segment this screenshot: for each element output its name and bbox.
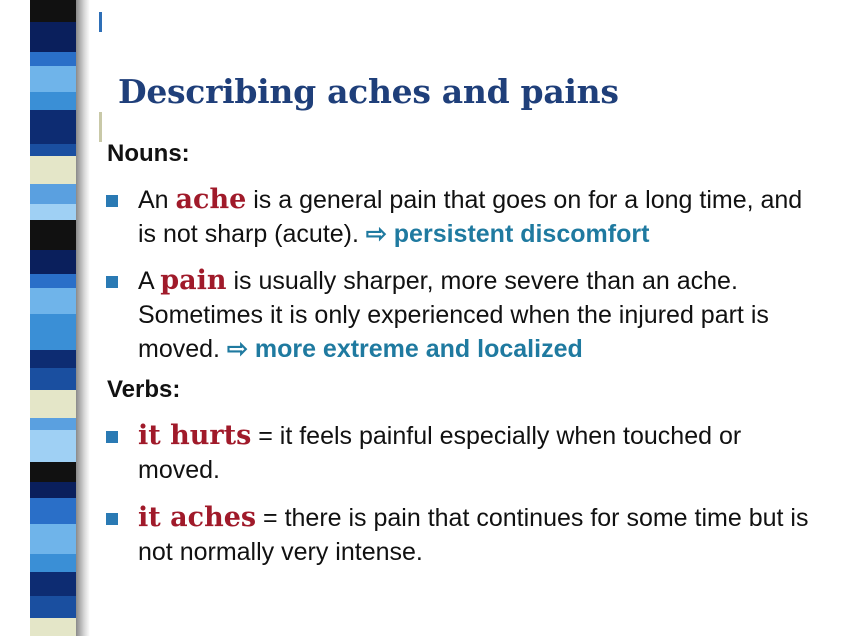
stripe-block: [30, 430, 76, 462]
stripe-block: [30, 288, 76, 314]
stripe-block: [30, 482, 76, 498]
bullet-text-post: is a general pain that goes on for a long time, and is not sharp (acute).: [138, 186, 803, 248]
stripe-block: [30, 204, 76, 220]
stripe-block: [30, 596, 76, 618]
stripe-block: [30, 572, 76, 596]
stripe-block: [30, 110, 76, 144]
term-pain: pain: [160, 265, 227, 296]
bullet-square-icon: [106, 513, 118, 525]
stripe-block: [30, 524, 76, 554]
bullet-text-pre: An: [138, 186, 176, 214]
stripe-block: [30, 498, 76, 524]
stripe-block: [30, 618, 76, 636]
stripe-block: [30, 554, 76, 572]
bullet-text-pre: A: [138, 267, 161, 295]
term-it-aches: it aches: [138, 502, 257, 533]
arrow-right-icon: ⇨: [365, 220, 387, 248]
list-item-ache: [104, 183, 824, 251]
stripe-block: [30, 390, 76, 418]
accent-bar-mid: [99, 112, 102, 142]
decorative-side-stripe: [0, 0, 100, 636]
stripe-block: [30, 350, 76, 368]
stripe-shadow: [76, 0, 90, 636]
bullet-text-post: = it feels painful especially when touched or moved.: [138, 422, 742, 484]
stripe-block: [30, 22, 76, 52]
bullet-text-post: = there is pain that continues for some time but is not normally very intense.: [138, 504, 809, 566]
stripe-block: [30, 314, 76, 350]
stripe-block: [30, 144, 76, 156]
stripe-block: [30, 250, 76, 274]
accent-bar-top: [99, 12, 102, 32]
stripe-block: [30, 274, 76, 288]
stripe-block: [30, 184, 76, 204]
list-item-it-hurts: [104, 419, 824, 487]
bullet-square-icon: [106, 276, 118, 288]
bullet-text-post: is usually sharper, more severe than an ache. Sometimes it is only experienced when the injured part is moved.: [138, 267, 769, 363]
stripe-blocks: [30, 0, 76, 636]
term-it-hurts: it hurts: [138, 420, 252, 451]
stripe-block: [30, 156, 76, 184]
term-ache: ache: [175, 184, 247, 215]
stripe-block: [30, 368, 76, 390]
page-title: Describing aches and pains: [118, 72, 619, 111]
note-persistent-discomfort: persistent discomfort: [386, 220, 650, 248]
stripe-block: [30, 66, 76, 92]
bullet-square-icon: [106, 195, 118, 207]
section-heading-nouns: Nouns:: [107, 140, 190, 167]
stripe-block: [30, 52, 76, 66]
stripe-block: [30, 220, 76, 250]
stripe-block: [30, 92, 76, 110]
section-heading-verbs: Verbs:: [107, 376, 181, 403]
bullet-square-icon: [106, 431, 118, 443]
stripe-block: [30, 462, 76, 482]
stripe-block: [30, 418, 76, 430]
note-more-extreme: more extreme and localized: [247, 335, 583, 363]
stripe-block: [30, 0, 76, 22]
arrow-right-icon: ⇨: [226, 335, 248, 363]
list-item-it-aches: [104, 501, 824, 569]
list-item-pain: [104, 264, 824, 366]
